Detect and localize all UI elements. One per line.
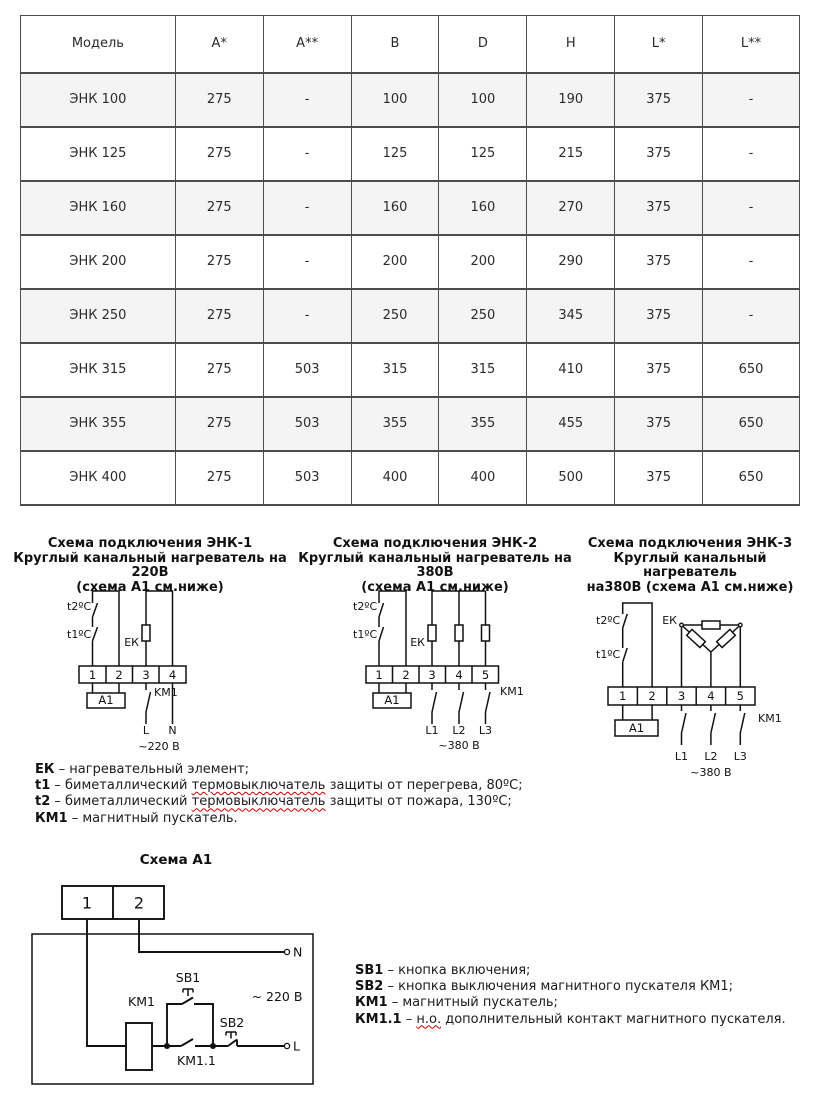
value-cell: 650 [703, 451, 800, 505]
terminal-3-label: 3 [142, 668, 150, 682]
neutral-label: N [168, 724, 177, 737]
wiring-diagram-enk3 [588, 583, 818, 788]
legend-key: КМ1 [35, 810, 68, 826]
value-cell: 160 [439, 181, 527, 235]
legend-text: – биметаллический [50, 778, 192, 794]
spec-table [20, 15, 800, 506]
value-cell: 503 [263, 451, 351, 505]
value-cell: 500 [527, 451, 615, 505]
value-cell: 160 [351, 181, 439, 235]
value-cell: 650 [703, 397, 800, 451]
model-cell: ЭНК 160 [21, 181, 176, 235]
terminal-4-label: 4 [707, 689, 715, 703]
legend-text: – магнитный пускатель. [67, 810, 238, 826]
value-cell: 355 [439, 397, 527, 451]
voltage-label: ~380 В [690, 766, 732, 779]
phase-l1-label: L1 [425, 724, 439, 737]
t1-label: t1ºC [596, 648, 621, 661]
terminal-4-label: 4 [455, 668, 463, 682]
title-line: Схема подключения ЭНК-2 [332, 536, 538, 551]
table-row [21, 181, 800, 235]
value-cell: 315 [439, 343, 527, 397]
legend-text: – нагревательный элемент; [54, 762, 250, 777]
value-cell: 200 [439, 235, 527, 289]
legend-key: ЕК [35, 762, 55, 777]
legend-key: SB1 [355, 963, 384, 978]
terminal-5-label: 5 [736, 689, 744, 703]
value-cell: 275 [175, 451, 263, 505]
legend-item [35, 778, 523, 794]
enclosure-box [32, 934, 313, 1084]
junction-node [739, 623, 743, 627]
legend-key: SB2 [355, 979, 384, 995]
column-header-a2: A** [263, 16, 351, 73]
legend-item [35, 811, 523, 827]
terminal-2-label: 2 [115, 668, 123, 682]
km1-coil [126, 1023, 152, 1070]
value-cell: 355 [351, 397, 439, 451]
title-line: на380В (схема А1 см.ниже) [586, 579, 794, 595]
value-cell: 250 [351, 289, 439, 343]
terminal-5-label: 5 [481, 668, 490, 682]
title-line: (схема А1 см.ниже) [361, 579, 509, 595]
heater-element [482, 625, 490, 641]
heater-element [142, 625, 150, 641]
column-header-l1: L* [615, 16, 703, 73]
legend-item [35, 762, 523, 778]
table-row [21, 73, 800, 127]
value-cell: 345 [527, 289, 615, 343]
legend-item [35, 794, 523, 810]
table-row [21, 127, 800, 181]
value-cell: 275 [175, 343, 263, 397]
value-cell: 200 [351, 235, 439, 289]
table-header-row [21, 16, 800, 73]
heater-element [687, 629, 706, 647]
terminal-2-label: 2 [133, 893, 145, 913]
ek-label: ЕК [410, 636, 425, 649]
value-cell: - [263, 181, 351, 235]
t1-label: t1ºC [67, 628, 92, 641]
value-cell: 650 [703, 343, 800, 397]
t2-label: t2ºC [596, 614, 621, 627]
a1-label: А1 [384, 693, 400, 707]
terminal-4-label: 4 [168, 668, 177, 682]
value-cell: 455 [527, 397, 615, 451]
km1-label: KM1 [758, 712, 782, 725]
value-cell: 125 [439, 127, 527, 181]
wiring-diagram-enk1 [20, 583, 280, 758]
value-cell: 125 [351, 127, 439, 181]
value-cell: - [703, 289, 800, 343]
schema-a1-legend [355, 963, 786, 1028]
model-cell: ЭНК 315 [21, 343, 176, 397]
value-cell: - [263, 289, 351, 343]
phase-l-label: L [142, 724, 150, 737]
value-cell: 503 [263, 397, 351, 451]
column-header-l2: L** [703, 16, 800, 73]
junction-dot [164, 1043, 170, 1049]
column-header-d: D [439, 16, 527, 73]
title-line: Круглый канальный нагреватель на 380В [298, 550, 572, 581]
value-cell: 270 [527, 181, 615, 235]
legend-key: КМ1.1 [355, 1011, 402, 1027]
value-cell: 100 [351, 73, 439, 127]
phase-l3-label: L3 [733, 750, 747, 763]
value-cell: 375 [615, 451, 703, 505]
legend-text: дополнительный контакт магнитного пускателя. [441, 1011, 786, 1027]
legend-item [355, 1012, 786, 1028]
t2-label: t2ºC [353, 600, 378, 613]
value-cell: - [263, 127, 351, 181]
value-cell: 503 [263, 343, 351, 397]
km11-label: KM1.1 [177, 1053, 216, 1068]
value-cell: 290 [527, 235, 615, 289]
value-cell: 215 [527, 127, 615, 181]
column-header-model: Модель [21, 16, 176, 73]
l-terminal [284, 1043, 289, 1048]
phase-l1-label: L1 [674, 750, 689, 763]
title-line: Круглый канальный нагреватель на 220В [13, 550, 287, 581]
value-cell: 275 [175, 235, 263, 289]
legend-item [355, 995, 786, 1011]
legend-text: защиты от перегрева, 80ºС; [325, 778, 523, 794]
sb1-button-cap [183, 989, 193, 996]
legend-item [355, 963, 786, 979]
model-cell: ЭНК 355 [21, 397, 176, 451]
value-cell: 275 [175, 127, 263, 181]
legend-text: – кнопка включения; [383, 963, 531, 978]
model-cell: ЭНК 200 [21, 235, 176, 289]
column-header-h: H [527, 16, 615, 73]
legend-key: КМ1 [355, 995, 388, 1011]
terminal-2-label: 2 [402, 668, 410, 682]
legend-item [355, 979, 786, 995]
t2-label: t2ºC [67, 600, 92, 613]
legend-text-misspelled: термовыключатель [191, 794, 326, 810]
heater-element [702, 621, 720, 629]
value-cell: 400 [439, 451, 527, 505]
terminal-1-label: 1 [81, 893, 93, 913]
value-cell: - [263, 73, 351, 127]
model-cell: ЭНК 400 [21, 451, 176, 505]
value-cell: 250 [439, 289, 527, 343]
table-row [21, 235, 800, 289]
title-line: Схема подключения ЭНК-1 [47, 536, 253, 551]
ek-label: ЕК [124, 636, 139, 649]
legend-key: t1 [35, 778, 51, 794]
terminal-1-label: 1 [375, 668, 383, 682]
wiring-diagram-enk2 [330, 583, 570, 763]
value-cell: 375 [615, 73, 703, 127]
column-header-a1: A* [175, 16, 263, 73]
legend-text: – [401, 1011, 417, 1027]
legend-text: – кнопка выключения магнитного пускателя КМ1; [383, 979, 734, 995]
sb1-label: SB1 [175, 970, 201, 985]
sb2-label: SB2 [219, 1015, 245, 1030]
value-cell: 275 [175, 289, 263, 343]
phase-label: L [293, 1038, 300, 1054]
junction-dot [210, 1043, 216, 1049]
legend-text-misspelled: термовыключатель [191, 778, 326, 794]
schema-a1-diagram [25, 875, 355, 1090]
legend-text-misspelled: н.о. [416, 1011, 442, 1027]
heater-element [428, 625, 436, 641]
legend-key: t2 [35, 794, 51, 810]
neutral-label: N [293, 944, 303, 960]
phase-l2-label: L2 [704, 750, 718, 763]
km1-label: KM1 [154, 686, 178, 699]
value-cell: - [263, 235, 351, 289]
value-cell: - [703, 235, 800, 289]
value-cell: 375 [615, 289, 703, 343]
km1-label: KM1 [500, 685, 524, 698]
a1-label: А1 [628, 721, 645, 735]
legend-text: – биметаллический [50, 794, 192, 810]
terminal-1-label: 1 [619, 689, 627, 703]
heater-element [717, 629, 736, 647]
value-cell: - [703, 73, 800, 127]
table-row [21, 343, 800, 397]
components-legend [35, 762, 523, 827]
value-cell: 375 [615, 235, 703, 289]
table-row [21, 289, 800, 343]
model-cell: ЭНК 250 [21, 289, 176, 343]
value-cell: 275 [175, 181, 263, 235]
value-cell: 315 [351, 343, 439, 397]
t1-label: t1ºC [353, 628, 378, 641]
terminal-1-label: 1 [88, 668, 97, 682]
voltage-label: ~380 В [438, 739, 480, 752]
title-line: (схема А1 см.ниже) [76, 579, 224, 595]
value-cell: - [703, 181, 800, 235]
ek-label: ЕК [662, 614, 677, 627]
title-line: Схема подключения ЭНК-3 [587, 536, 793, 551]
value-cell: 190 [527, 73, 615, 127]
heater-element [455, 625, 463, 641]
value-cell: 100 [439, 73, 527, 127]
table-body [21, 73, 800, 505]
column-header-b: B [351, 16, 439, 73]
value-cell: 275 [175, 397, 263, 451]
model-cell: ЭНК 100 [21, 73, 176, 127]
value-cell: - [703, 127, 800, 181]
model-cell: ЭНК 125 [21, 127, 176, 181]
value-cell: 375 [615, 127, 703, 181]
sb2-button-cap [226, 1032, 236, 1039]
km1-label: KM1 [128, 994, 155, 1009]
value-cell: 410 [527, 343, 615, 397]
n-terminal [284, 949, 289, 954]
value-cell: 400 [351, 451, 439, 505]
table-row [21, 451, 800, 505]
phase-l3-label: L3 [478, 724, 493, 737]
junction-node [680, 623, 684, 627]
a1-label: А1 [98, 693, 114, 707]
phase-l2-label: L2 [452, 724, 466, 737]
voltage-label: ~220 В [138, 740, 180, 753]
terminal-3-label: 3 [428, 668, 436, 682]
terminal-2-label: 2 [648, 689, 656, 703]
voltage-label: ~ 220 В [251, 989, 303, 1004]
legend-text: – магнитный пускатель; [387, 995, 558, 1011]
table-row [21, 397, 800, 451]
legend-text: защиты от пожара, 130ºС; [325, 794, 512, 810]
value-cell: 375 [615, 181, 703, 235]
title-line: Круглый канальный нагреватель [613, 550, 767, 581]
value-cell: 275 [175, 73, 263, 127]
value-cell: 375 [615, 397, 703, 451]
schema-a1-title: Схема А1 [139, 852, 213, 868]
value-cell: 375 [615, 343, 703, 397]
terminal-3-label: 3 [677, 689, 686, 703]
